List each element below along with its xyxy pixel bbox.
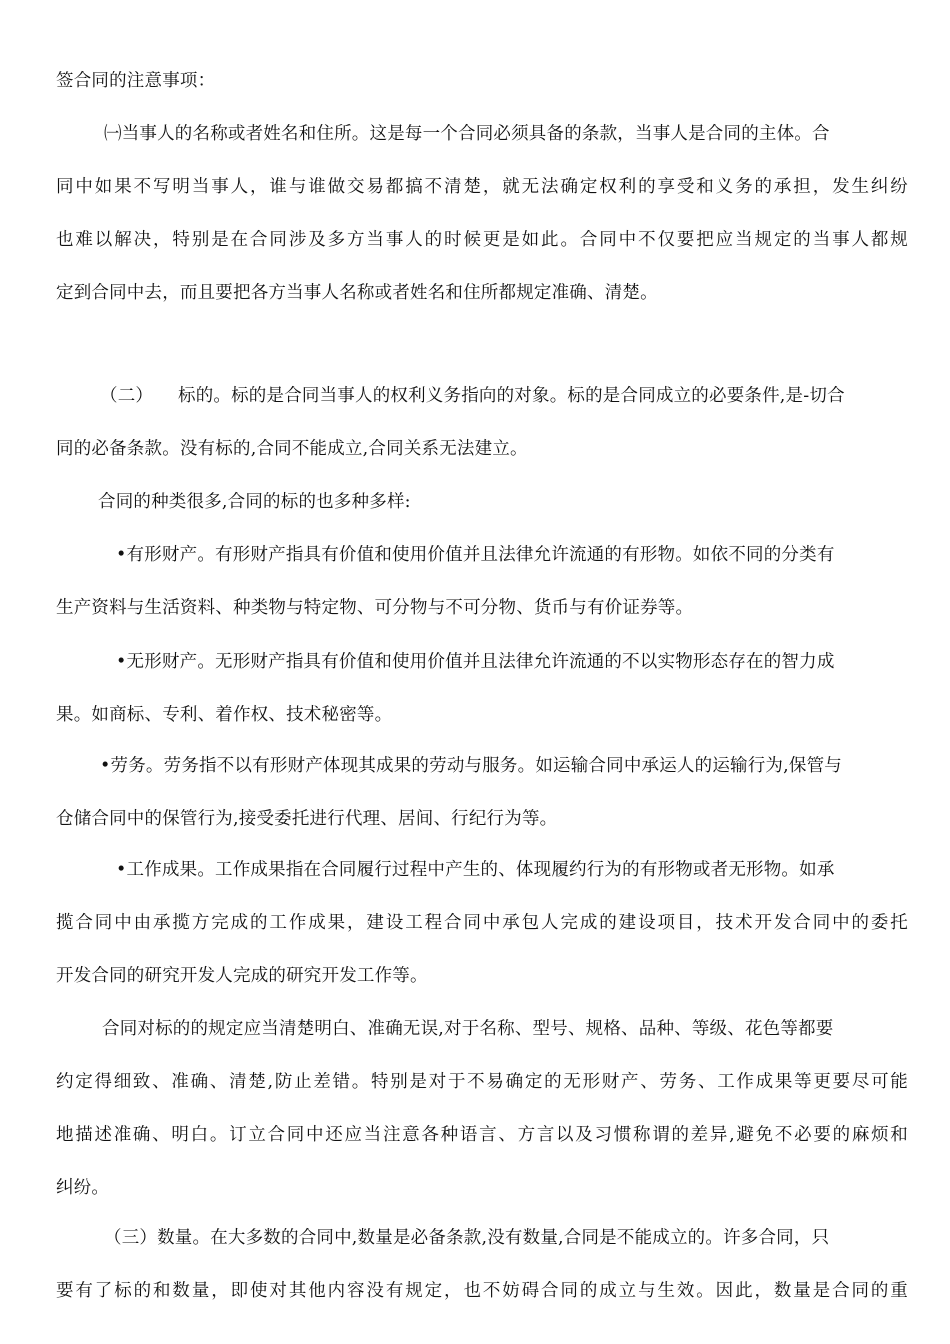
bullet-work-result-line-3: 开发合同的研究开发人完成的研究开发工作等。: [56, 966, 428, 986]
section-2-closing-line-3: 地描述准确、明白。订立合同中还应当注意各种语言、方言以及习惯称谓的差异,避免不必要的麻烦和: [56, 1125, 908, 1145]
section-1-line-3: 也难以解决，特别是在合同涉及多方当事人的时候更是如此。合同中不仅要把应当规定的当事人都规: [56, 230, 908, 250]
section-2-intro: 合同的种类很多,合同的标的也多种多样:: [98, 492, 411, 512]
section-2-closing-line-1: 合同对标的的规定应当清楚明白、准确无误,对于名称、型号、规格、品种、等级、花色等都要: [102, 1019, 834, 1039]
section-2-closing-line-4: 纠纷。: [56, 1178, 110, 1198]
document-heading: 签合同的注意事项：: [56, 71, 216, 91]
bullet-work-result-line-1: •工作成果。工作成果指在合同履行过程中产生的、体现履约行为的有形物或者无形物。如承: [116, 860, 835, 880]
section-3-line-1: （三）数量。在大多数的合同中,数量是必备条款,没有数量,合同是不能成立的。许多合同，只: [104, 1228, 830, 1248]
bullet-tangible-line-1: •有形财产。有形财产指具有价值和使用价值并且法律允许流通的有形物。如依不同的分类有: [116, 545, 835, 565]
section-2-closing-line-2: 约定得细致、准确、清楚,防止差错。特别是对于不易确定的无形财产、劳务、工作成果等更要尽可能: [56, 1072, 908, 1092]
bullet-labor-line-2: 仓储合同中的保管行为,接受委托进行代理、居间、行纪行为等。: [56, 809, 558, 829]
section-1-line-1: ㈠当事人的名称或者姓名和住所。这是每一个合同必须具备的条款，当事人是合同的主体。合: [104, 124, 830, 144]
bullet-tangible-line-2: 生产资料与生活资料、种类物与特定物、可分物与不可分物、货币与有价证券等。: [56, 598, 694, 618]
bullet-work-result-line-2: 揽合同中由承揽方完成的工作成果，建设工程合同中承包人完成的建设项目，技术开发合同中的委托: [56, 913, 908, 933]
section-2-line-1: 标的。标的是合同当事人的权利义务指向的对象。标的是合同成立的必要条件,是-切合: [178, 386, 845, 406]
section-1-line-4: 定到合同中去，而且要把各方当事人名称或者姓名和住所都规定准确、清楚。: [56, 283, 658, 303]
bullet-intangible-line-2: 果。如商标、专利、着作权、技术秘密等。: [56, 705, 393, 725]
bullet-intangible-line-1: •无形财产。无形财产指具有价值和使用价值并且法律允许流通的不以实物形态存在的智力成: [116, 652, 835, 672]
section-2-line-2: 同的必备条款。没有标的,合同不能成立,合同关系无法建立。: [56, 439, 528, 459]
bullet-labor-line-1: •劳务。劳务指不以有形财产体现其成果的劳动与服务。如运输合同中承运人的运输行为,保管与: [100, 756, 842, 776]
section-3-line-2: 要有了标的和数量，即使对其他内容没有规定，也不妨碍合同的成立与生效。因此，数量是合同的重: [56, 1281, 908, 1301]
section-1-line-2: 同中如果不写明当事人，谁与谁做交易都搞不清楚，就无法确定权利的享受和义务的承担，发生纠纷: [56, 177, 908, 197]
section-2-marker: （二）: [100, 386, 154, 406]
